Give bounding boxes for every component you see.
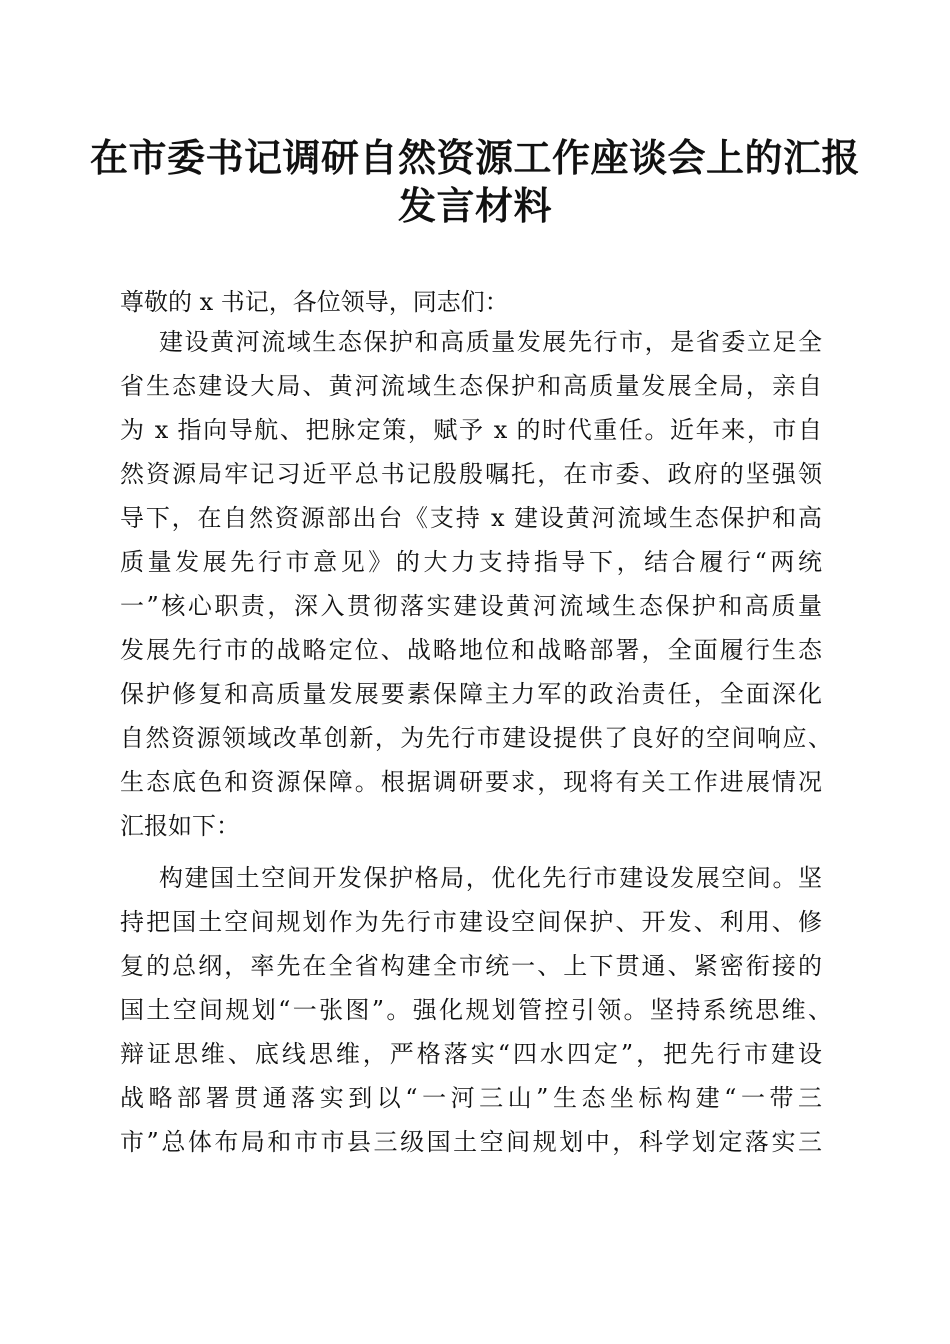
paragraph-1-line — [0, 806, 950, 846]
paragraph-1-line — [0, 366, 950, 406]
paragraph-1-text: 省生态建设大局、黄河流域生态保护和高质量发展全局，亲自 — [120, 372, 822, 400]
paragraph-2-text: 辩证思维、底线思维，严格落实“四水四定”，把先行市建设 — [120, 1040, 822, 1068]
paragraph-1-text: 发展先行市的战略定位、战略地位和战略部署，全面履行生态 — [120, 636, 822, 664]
paragraph-1-line — [0, 586, 950, 626]
paragraph-2-line — [0, 1078, 950, 1118]
paragraph-1-text: 质量发展先行市意见》的大力支持指导下，结合履行“两统 — [120, 548, 822, 576]
paragraph-2-text: 构建国土空间开发保护格局，优化先行市建设发展空间。坚 — [159, 864, 822, 892]
paragraph-1-text: 生态底色和资源保障。根据调研要求，现将有关工作进展情况 — [120, 768, 822, 796]
paragraph-1-line — [0, 762, 950, 802]
paragraph-2-line — [0, 1034, 950, 1074]
paragraph-1-text: 导下，在自然资源部出台《支持 x 建设黄河流域生态保护和高 — [120, 504, 822, 532]
paragraph-2-line — [0, 1122, 950, 1162]
paragraph-1-line — [0, 542, 950, 582]
paragraph-1-text: 汇报如下： — [120, 812, 240, 840]
paragraph-1-text: 建设黄河流域生态保护和高质量发展先行市，是省委立足全 — [159, 328, 822, 356]
paragraph-2-line — [0, 946, 950, 986]
paragraph-1-text: 然资源局牢记习近平总书记殷殷嘱托，在市委、政府的坚强领 — [120, 460, 822, 488]
paragraph-1-text: 自然资源领域改革创新，为先行市建设提供了良好的空间响应、 — [120, 724, 832, 752]
document-title-line-2: 发言材料 — [397, 183, 552, 228]
greeting-line — [0, 282, 950, 322]
paragraph-1-line — [0, 718, 950, 758]
paragraph-1-line — [0, 410, 950, 450]
paragraph-1-text: 一”核心职责，深入贯彻落实建设黄河流域生态保护和高质量 — [120, 592, 822, 620]
paragraph-1-line — [0, 322, 950, 362]
paragraph-2-text: 国土空间规划“一张图”。强化规划管控引领。坚持系统思维、 — [120, 996, 832, 1024]
document-title-line-1: 在市委书记调研自然资源工作座谈会上的汇报 — [89, 135, 860, 180]
paragraph-1-line — [0, 454, 950, 494]
paragraph-2-text: 战略部署贯通落实到以“一河三山”生态坐标构建“一带三 — [120, 1084, 822, 1112]
paragraph-1-text: 为 x 指向导航、把脉定策，赋予 x 的时代重任。近年来，市自 — [120, 416, 822, 444]
paragraph-2-text: 持把国土空间规划作为先行市建设空间保护、开发、利用、修 — [120, 908, 822, 936]
paragraph-1-line — [0, 630, 950, 670]
paragraph-1-line — [0, 674, 950, 714]
paragraph-1-text: 保护修复和高质量发展要素保障主力军的政治责任，全面深化 — [120, 680, 822, 708]
paragraph-1-line — [0, 498, 950, 538]
paragraph-2-line — [0, 858, 950, 898]
paragraph-2-text: 市”总体布局和市市县三级国土空间规划中，科学划定落实三 — [120, 1128, 822, 1156]
paragraph-2-line — [0, 990, 950, 1030]
greeting: 尊敬的 x 书记，各位领导，同志们： — [120, 288, 509, 316]
paragraph-2-line — [0, 902, 950, 942]
paragraph-2-text: 复的总纲，率先在全省构建全市统一、上下贯通、紧密衔接的 — [120, 952, 822, 980]
